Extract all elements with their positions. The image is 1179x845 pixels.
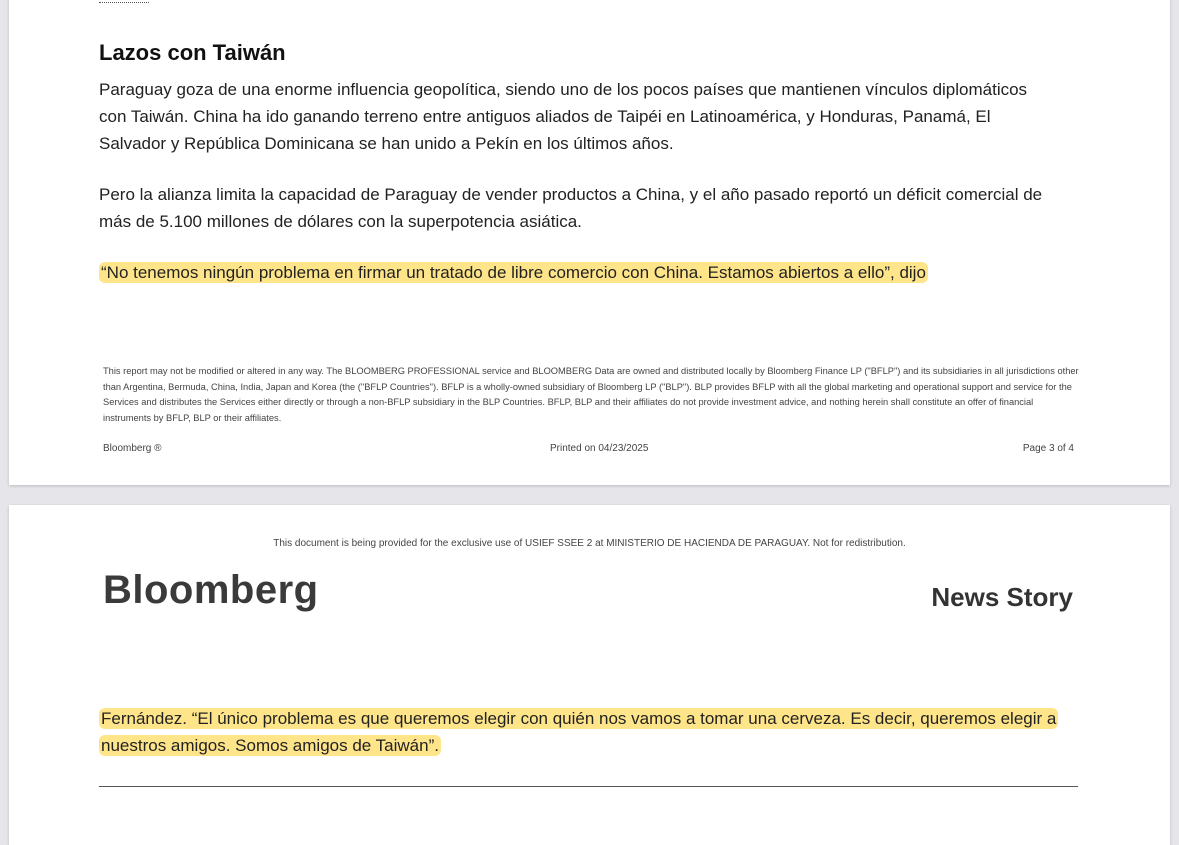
truncated-word — [99, 0, 149, 3]
highlighted-quote — [99, 259, 1059, 286]
footer-brand: Bloomberg ® — [103, 443, 162, 454]
document-page-4 — [9, 505, 1170, 845]
disclaimer-text: This report may not be modified or altered in any way. The BLOOMBERG PROFESSIONAL service and BLOOMBERG Data are owned and distributed locally by Bloomberg Finance LP ("BFLP") and its subsidiaries in all jurisdictions other than Argentina, Bermuda, China, India, Japan and Korea (the ("BFLP Countries"). BFLP is a wholly-owned subsidiary of Bloomberg LP ("BLP"). BLP provides BFLP with all the global marketing and operational support and service for the Services and distributes the Services either directly or through a non-BFLP subsidiary in the BLP Countries. BFLP, BLP and their affiliates do not provide investment advice, and nothing herein shall constitute an offer of financial instruments by BFLP, BLP or their affiliates. — [103, 366, 1079, 423]
section-heading: Lazos con Taiwán — [99, 40, 286, 65]
distribution-notice: This document is being provided for the exclusive use of USIEF SSEE 2 at MINISTERIO DE HACIENDA DE PARAGUAY. Not for redistribution. — [273, 538, 906, 549]
paragraph: Pero la alianza limita la capacidad de Paraguay de vender productos a China, y el año pasado reportó un déficit comercial de más de 5.100 millones de dólares con la superpotencia asiática. — [99, 185, 1043, 231]
story-type-label: News Story — [931, 582, 1073, 612]
footer-page-number: Page 3 of 4 — [1022, 443, 1074, 454]
divider — [99, 786, 1078, 787]
highlighter-mark: “No tenemos ningún problema en firmar un tratado de libre comercio con China. Estamos abiertos a ello”, dijo — [101, 263, 926, 282]
document-page-3 — [9, 0, 1170, 485]
bloomberg-logo: Bloomberg — [103, 568, 319, 612]
highlighted-quote — [99, 705, 1059, 759]
footer-print-date: Printed on 04/23/2025 — [550, 443, 649, 454]
paragraph: Paraguay goza de una enorme influencia geopolítica, siendo uno de los pocos países que mantienen vínculos diplomáticos con Taiwán. China ha ido ganando terreno entre antiguos aliados de Taipéi en Latinoamérica, y Honduras, Panamá, El Salvador y República Dominicana se han unido a Pekín en los últimos años. — [99, 80, 1028, 153]
highlighter-mark: Fernández. “El único problema es que queremos elegir con quién nos vamos a tomar una cerveza. Es decir, queremos elegir a nuestros amigos. Somos amigos de Taiwán”. — [101, 709, 1057, 755]
